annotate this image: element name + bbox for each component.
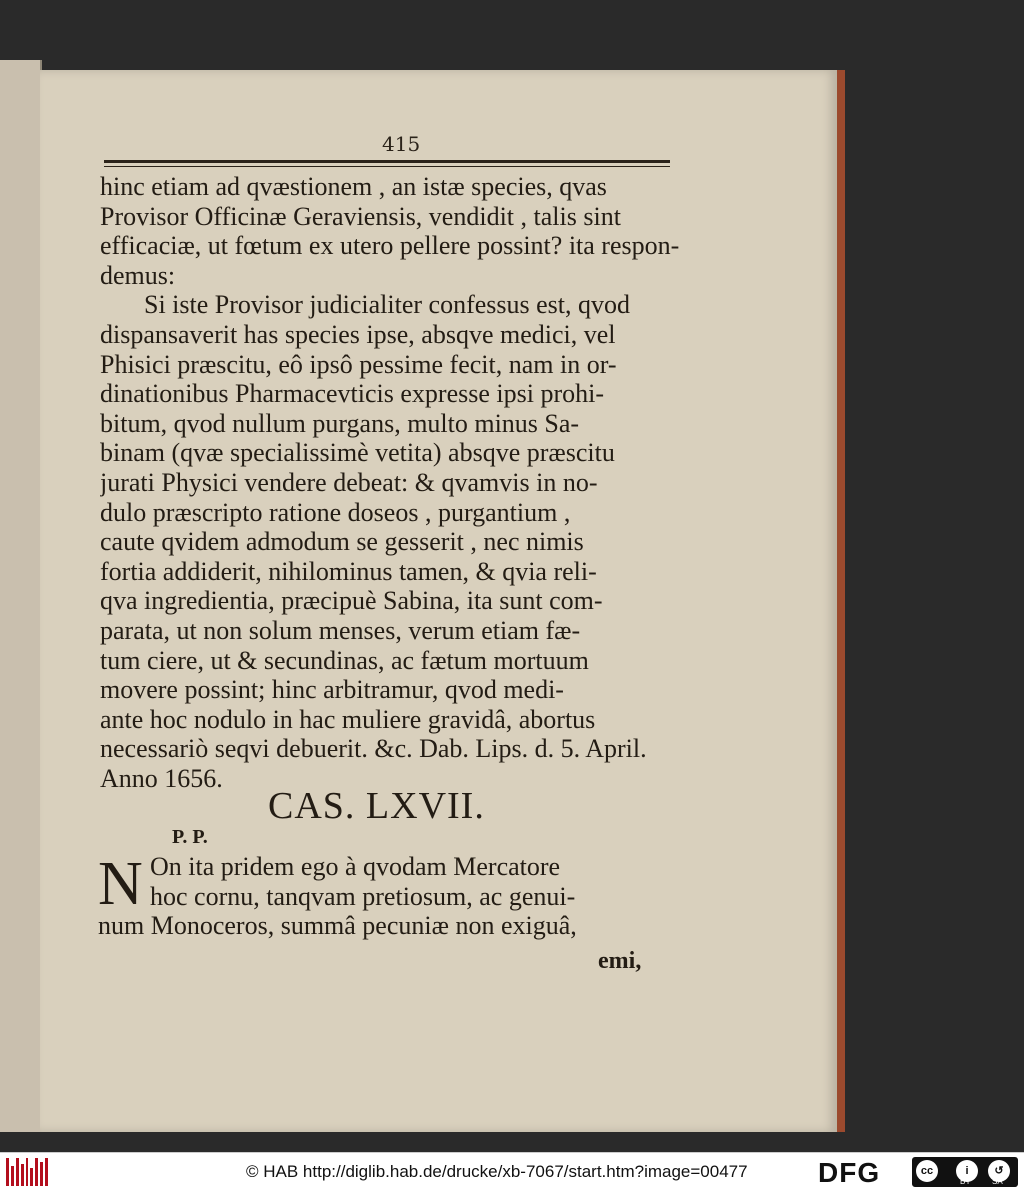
page-body xyxy=(100,172,680,793)
hab-logo-icon xyxy=(6,1158,48,1186)
header-rule xyxy=(104,160,670,163)
text-line: fortia addiderit, nihilominus tamen, & qvia reli- xyxy=(100,556,597,586)
text-line: num Monoceros, summâ pecuniæ non exiguâ, xyxy=(98,911,577,940)
sa-icon: ↺ xyxy=(988,1160,1010,1182)
case-body xyxy=(98,852,678,941)
text-line: binam (qvæ specialissimè vetita) absqve præscitu xyxy=(100,438,615,468)
cc-icon: cc xyxy=(916,1160,938,1182)
text-line: parata, ut non solum menses, verum etiam fæ- xyxy=(100,615,581,645)
text-line: ante hoc nodulo in hac muliere gravidâ, abortus xyxy=(100,704,596,734)
dfg-logo: DFG xyxy=(818,1157,881,1188)
by-icon: i xyxy=(956,1160,978,1182)
footer-bar xyxy=(0,1152,1024,1191)
header-rule-thin xyxy=(104,166,670,167)
text-line: Provisor Officinæ Geraviensis, vendidit , talis sint xyxy=(100,201,621,231)
text-line: dinationibus Pharmacevticis expresse ipsi prohi- xyxy=(100,379,605,409)
text-line: bitum, qvod nullum purgans, multo minus Sa- xyxy=(100,408,580,438)
license-sa-label: SA xyxy=(992,1177,1003,1186)
text-line: Phisici præscitu, eô ipsô pessime fecit, nam in or- xyxy=(100,349,617,379)
text-line: dispansaverit has species ipse, absqve medici, vel xyxy=(100,319,616,349)
copyright-link[interactable]: © HAB http://diglib.hab.de/drucke/xb-7067/start.htm?image=00477 xyxy=(246,1162,748,1181)
text-line: movere possint; hinc arbitramur, qvod medi- xyxy=(100,675,564,705)
text-line: qva ingredientia, præcipuè Sabina, ita sunt com- xyxy=(100,586,603,616)
text-line: necessariò seqvi debuerit. &c. Dab. Lips. d. 5. April. xyxy=(100,734,647,764)
text-line: efficaciæ, ut fœtum ex utero pellere possint? ita respon- xyxy=(100,231,680,261)
page-edge xyxy=(837,70,845,1132)
cc-license-badge[interactable] xyxy=(912,1157,1018,1187)
text-line: tum ciere, ut & secundinas, ac fætum mortuum xyxy=(100,645,589,675)
catchword: emi, xyxy=(598,948,642,974)
text-line: hinc etiam ad qvæstionem , an istæ species, qvas xyxy=(100,172,607,201)
page-number: 415 xyxy=(382,132,421,156)
case-heading: CAS. LXVII. xyxy=(268,785,485,827)
text-line: On ita pridem ego à qvodam Mercatore xyxy=(150,852,561,881)
text-line: hoc cornu, tanqvam pretiosum, ac genui- xyxy=(150,881,576,911)
text-line: Si iste Provisor judicialiter confessus est, qvod xyxy=(144,290,631,320)
drop-cap: N xyxy=(98,850,143,918)
text-line: demus: xyxy=(100,260,176,290)
text-line: dulo præscripto ratione doseos , purgantium , xyxy=(100,497,571,527)
text-line: jurati Physici vendere debeat: & qvamvis in no- xyxy=(100,467,598,497)
text-line: Anno 1656. xyxy=(100,763,223,793)
previous-page-edge xyxy=(0,60,42,1132)
text-line: caute qvidem admodum se gesserit , nec nimis xyxy=(100,527,584,557)
salutation: P. P. xyxy=(172,826,208,848)
license-by-label: BY xyxy=(960,1177,971,1186)
